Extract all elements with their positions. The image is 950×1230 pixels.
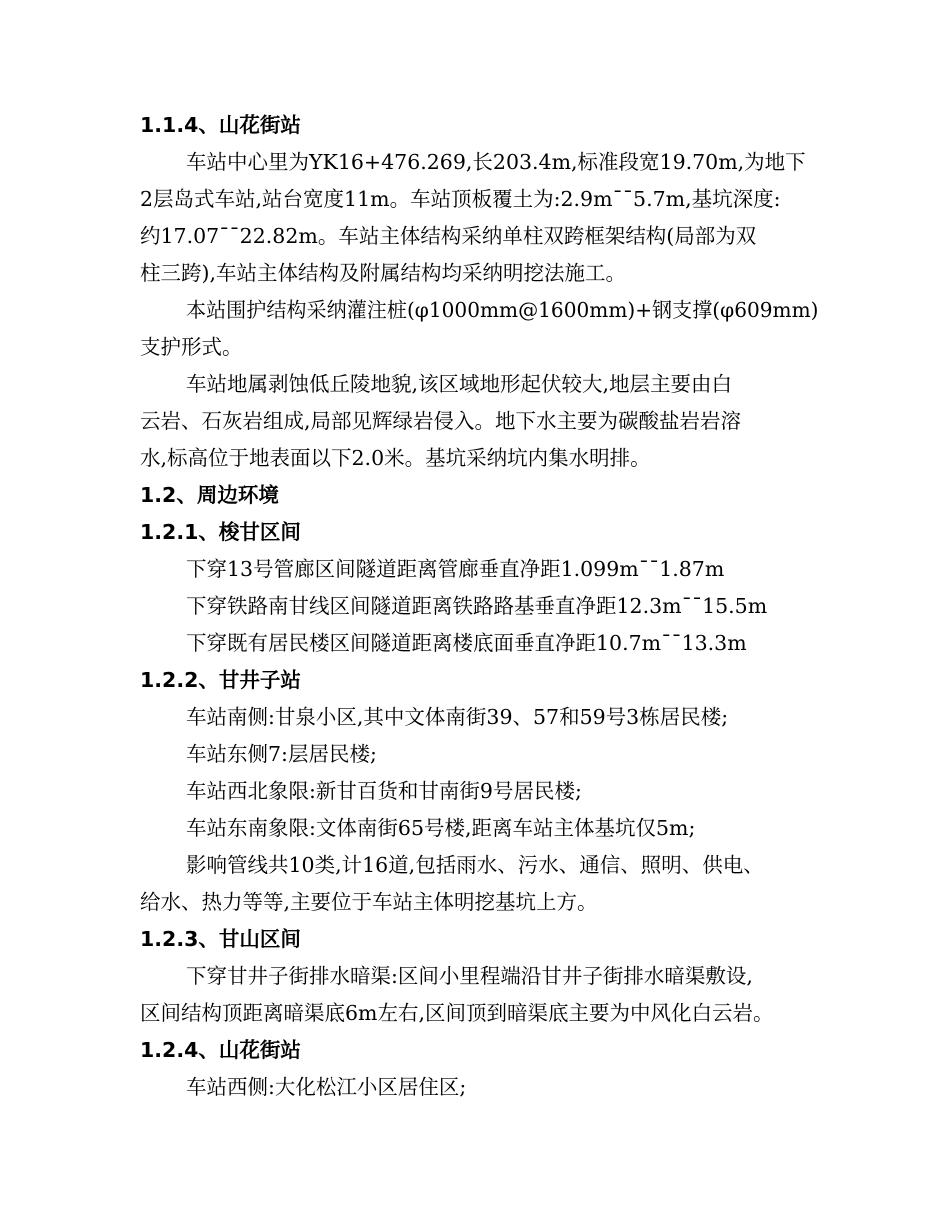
list-item: 下穿13号管廊区间隧道距离管廊垂直净距1.099m¯¯1.87m (186, 557, 725, 581)
list-item: 车站西侧:大化松江小区居住区; (186, 1075, 467, 1099)
list-item: 下穿既有居民楼区间隧道距离楼底面垂直净距10.7m¯¯13.3m (186, 631, 747, 655)
paragraph-line: 2层岛式车站,站台宽度11m。车站顶板覆土为:2.9m¯¯5.7m,基坑深度: (140, 187, 781, 211)
paragraph-line: 约17.07¯¯22.82m。车站主体结构采纳单柱双跨框架结构(局部为双 (140, 224, 757, 248)
list-item: 车站南侧:甘泉小区,其中文体南街39、57和59号3栋居民楼; (186, 705, 729, 729)
heading-1-2-2: 1.2.2、甘井子站 (140, 668, 301, 692)
paragraph-line: 云岩、石灰岩组成,局部见辉绿岩侵入。地下水主要为碳酸盐岩岩溶 (140, 409, 742, 433)
paragraph-line: 区间结构顶距离暗渠底6m左右,区间顶到暗渠底主要为中风化白云岩。 (140, 1001, 774, 1025)
heading-1-2-3: 1.2.3、甘山区间 (140, 927, 301, 951)
paragraph-line: 影响管线共10类,计16道,包括雨水、污水、通信、照明、供电、 (186, 853, 764, 877)
paragraph-line: 给水、热力等等,主要位于车站主体明挖基坑上方。 (140, 890, 598, 914)
paragraph-line: 下穿甘井子街排水暗渠:区间小里程端沿甘井子街排水暗渠敷设, (186, 964, 753, 988)
heading-1-1-4: 1.1.4、山花街站 (140, 113, 301, 137)
paragraph-line: 车站中心里为YK16+476.269,长203.4m,标准段宽19.70m,为地下 (186, 150, 806, 174)
heading-1-2: 1.2、周边环境 (140, 483, 279, 507)
list-item: 下穿铁路南甘线区间隧道距离铁路路基垂直净距12.3m¯¯15.5m (186, 594, 768, 618)
paragraph-line: 车站地属剥蚀低丘陵地貌,该区域地形起伏较大,地层主要由白 (186, 372, 733, 396)
list-item: 车站西北象限:新甘百货和甘南街9号居民楼; (186, 779, 582, 803)
paragraph-line: 本站围护结构采纳灌注桩(φ1000mm@1600mm)+钢支撑(φ609mm) (186, 298, 819, 322)
paragraph-line: 柱三跨),车站主体结构及附属结构均采纳明挖法施工。 (140, 261, 627, 285)
heading-1-2-4: 1.2.4、山花街站 (140, 1038, 301, 1062)
paragraph-line: 支护形式。 (140, 335, 243, 359)
paragraph-line: 水,标高位于地表面以下2.0米。基坑采纳坑内集水明排。 (140, 446, 651, 470)
list-item: 车站东侧7:层居民楼; (186, 742, 377, 766)
heading-1-2-1: 1.2.1、梭甘区间 (140, 520, 301, 544)
list-item: 车站东南象限:文体南街65号楼,距离车站主体基坑仅5m; (186, 816, 696, 840)
